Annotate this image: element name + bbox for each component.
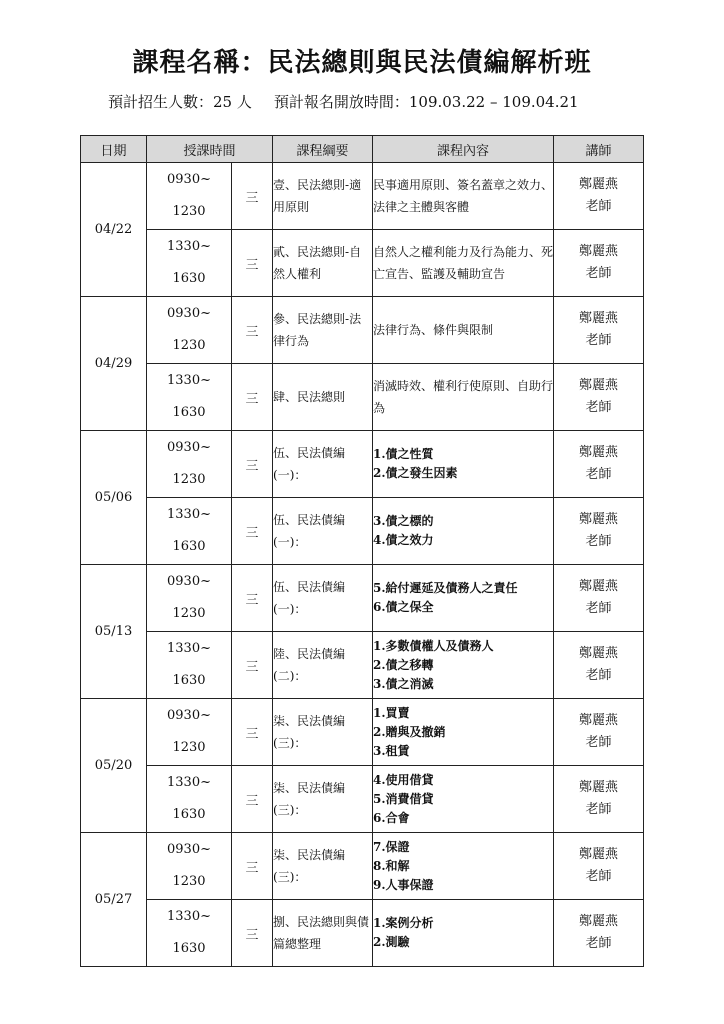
course-topic: 伍、民法債編(一)： [273,498,373,565]
time-end: 1230 [172,874,206,889]
session-time [147,297,232,364]
instructor [554,565,644,632]
table-row [81,364,644,431]
instructor-name: 鄭麗燕 [579,512,619,527]
time-end: 1630 [172,807,206,822]
content-line: 法律行為、條件與限制 [373,323,494,337]
session-time [147,766,232,833]
instructor-title: 老師 [585,869,612,884]
content-line: 6.債之保全 [373,600,434,614]
weekday: 三 [232,833,273,900]
instructor-name: 鄭麗燕 [579,847,619,862]
session-date: 05/13 [81,565,147,699]
instructor-title: 老師 [585,199,612,214]
time-end: 1630 [172,539,206,554]
session-time [147,699,232,766]
table-row [81,632,644,699]
weekday: 三 [232,632,273,699]
weekday: 三 [232,230,273,297]
time-start: 0930~ [167,708,211,723]
instructor [554,297,644,364]
content-line: 3.債之消滅 [373,676,434,691]
content-line: 2.債之發生因素 [373,466,458,480]
content-line: 9.人事保證 [373,877,434,892]
time-start: 0930~ [167,172,211,187]
content-line: 8.和解 [373,858,410,873]
instructor-name: 鄭麗燕 [579,177,619,192]
content-line: 1.買賣 [373,705,410,720]
course-content [373,632,554,699]
course-content [373,766,554,833]
schedule-table [80,135,644,967]
course-content [373,163,554,230]
weekday: 三 [232,364,273,431]
session-time [147,833,232,900]
table-row [81,297,644,364]
instructor-title: 老師 [585,467,612,482]
course-topic: 伍、民法債編(一)： [273,431,373,498]
content-line: 2.贈與及撤銷 [373,724,446,739]
header-content: 課程內容 [373,136,554,163]
instructor-title: 老師 [585,601,612,616]
session-time [147,230,232,297]
session-date: 04/22 [81,163,147,297]
instructor [554,364,644,431]
header-topic: 課程綱要 [273,136,373,163]
content-line: 5.給付遲延及債務人之責任 [373,581,518,595]
instructor [554,498,644,565]
session-date: 05/20 [81,699,147,833]
weekday: 三 [232,565,273,632]
course-topic: 柒、民法債編(三)： [273,833,373,900]
session-time [147,163,232,230]
time-end: 1630 [172,271,206,286]
instructor [554,163,644,230]
weekday: 三 [232,900,273,967]
instructor-name: 鄭麗燕 [579,579,619,594]
time-end: 1630 [172,673,206,688]
time-start: 1330~ [167,507,211,522]
course-topic: 參、民法總則-法律行為 [273,297,373,364]
instructor-title: 老師 [585,936,612,951]
content-line: 2.測驗 [373,935,410,949]
time-end: 1230 [172,740,206,755]
table-row [81,163,644,230]
instructor-name: 鄭麗燕 [579,646,619,661]
time-start: 1330~ [167,239,211,254]
course-topic: 陸、民法債編(二)： [273,632,373,699]
session-time [147,632,232,699]
header-teacher: 講師 [554,136,644,163]
instructor-title: 老師 [585,333,612,348]
instructor-name: 鄭麗燕 [579,445,619,460]
session-date: 04/29 [81,297,147,431]
weekday: 三 [232,699,273,766]
session-time [147,900,232,967]
table-row [81,230,644,297]
session-time [147,565,232,632]
content-line: 3.租賃 [373,743,410,758]
course-topic: 肆、民法總則 [273,364,373,431]
course-info [108,91,601,112]
instructor-name: 鄭麗燕 [579,378,619,393]
registration-period-text: 預計報名開放時間：109.03.22 – 109.04.21 [273,93,579,111]
time-start: 1330~ [167,909,211,924]
course-topic: 壹、民法總則-適用原則 [273,163,373,230]
table-header-row [81,136,644,163]
content-line: 1.多數債權人及債務人 [373,638,494,653]
course-content [373,498,554,565]
course-topic: 貳、民法總則-自然人權利 [273,230,373,297]
time-start: 0930~ [167,306,211,321]
time-end: 1230 [172,472,206,487]
course-content [373,230,554,297]
course-topic: 捌、民法總則與債篇總整理 [273,900,373,967]
time-end: 1630 [172,405,206,420]
session-date: 05/06 [81,431,147,565]
table-row [81,833,644,900]
table-row [81,498,644,565]
time-end: 1230 [172,338,206,353]
content-line: 4.債之效力 [373,533,434,547]
weekday: 三 [232,498,273,565]
time-start: 0930~ [167,440,211,455]
course-content [373,565,554,632]
instructor [554,632,644,699]
instructor-title: 老師 [585,534,612,549]
instructor-name: 鄭麗燕 [579,244,619,259]
enrollment-text: 預計招生人數：25 人 [108,93,252,111]
instructor [554,833,644,900]
table-row [81,699,644,766]
instructor-name: 鄭麗燕 [579,713,619,728]
time-start: 1330~ [167,641,211,656]
course-content [373,833,554,900]
content-line: 3.債之標的 [373,514,434,528]
instructor-title: 老師 [585,400,612,415]
course-content [373,364,554,431]
content-line: 1.債之性質 [373,447,434,461]
weekday: 三 [232,766,273,833]
content-line: 6.合會 [373,810,410,825]
instructor-name: 鄭麗燕 [579,311,619,326]
time-start: 1330~ [167,775,211,790]
header-time: 授課時間 [147,136,273,163]
session-date: 05/27 [81,833,147,967]
time-start: 0930~ [167,842,211,857]
content-line: 5.消費借貸 [373,791,434,806]
instructor-title: 老師 [585,266,612,281]
header-date: 日期 [81,136,147,163]
time-start: 1330~ [167,373,211,388]
course-topic: 伍、民法債編(一)： [273,565,373,632]
time-start: 0930~ [167,574,211,589]
instructor [554,766,644,833]
session-time [147,364,232,431]
content-line: 1.案例分析 [373,916,434,930]
instructor-title: 老師 [585,802,612,817]
course-content [373,699,554,766]
weekday: 三 [232,297,273,364]
course-content [373,431,554,498]
time-end: 1230 [172,204,206,219]
content-line: 自然人之權利能力及行為能力、死亡宣告、監護及輔助宣告 [373,245,554,281]
content-line: 消滅時效、權利行使原則、自助行為 [373,379,554,415]
table-row [81,431,644,498]
content-line: 7.保證 [373,839,410,854]
page-title: 課程名稱：民法總則與民法債編解析班 [132,48,592,78]
instructor-title: 老師 [585,735,612,750]
course-content [373,297,554,364]
content-line: 2.債之移轉 [373,657,434,672]
content-line: 民事適用原則、簽名蓋章之效力、法律之主體與客體 [373,178,554,214]
course-topic: 柒、民法債編(三)： [273,699,373,766]
instructor [554,900,644,967]
time-end: 1230 [172,606,206,621]
table-row [81,766,644,833]
course-topic: 柒、民法債編(三)： [273,766,373,833]
session-time [147,498,232,565]
session-time [147,431,232,498]
instructor [554,431,644,498]
instructor [554,230,644,297]
course-content [373,900,554,967]
instructor [554,699,644,766]
table-row [81,900,644,967]
time-end: 1630 [172,941,206,956]
instructor-title: 老師 [585,668,612,683]
weekday: 三 [232,163,273,230]
weekday: 三 [232,431,273,498]
instructor-name: 鄭麗燕 [579,780,619,795]
instructor-name: 鄭麗燕 [579,914,619,929]
content-line: 4.使用借貸 [373,772,434,787]
table-row [81,565,644,632]
